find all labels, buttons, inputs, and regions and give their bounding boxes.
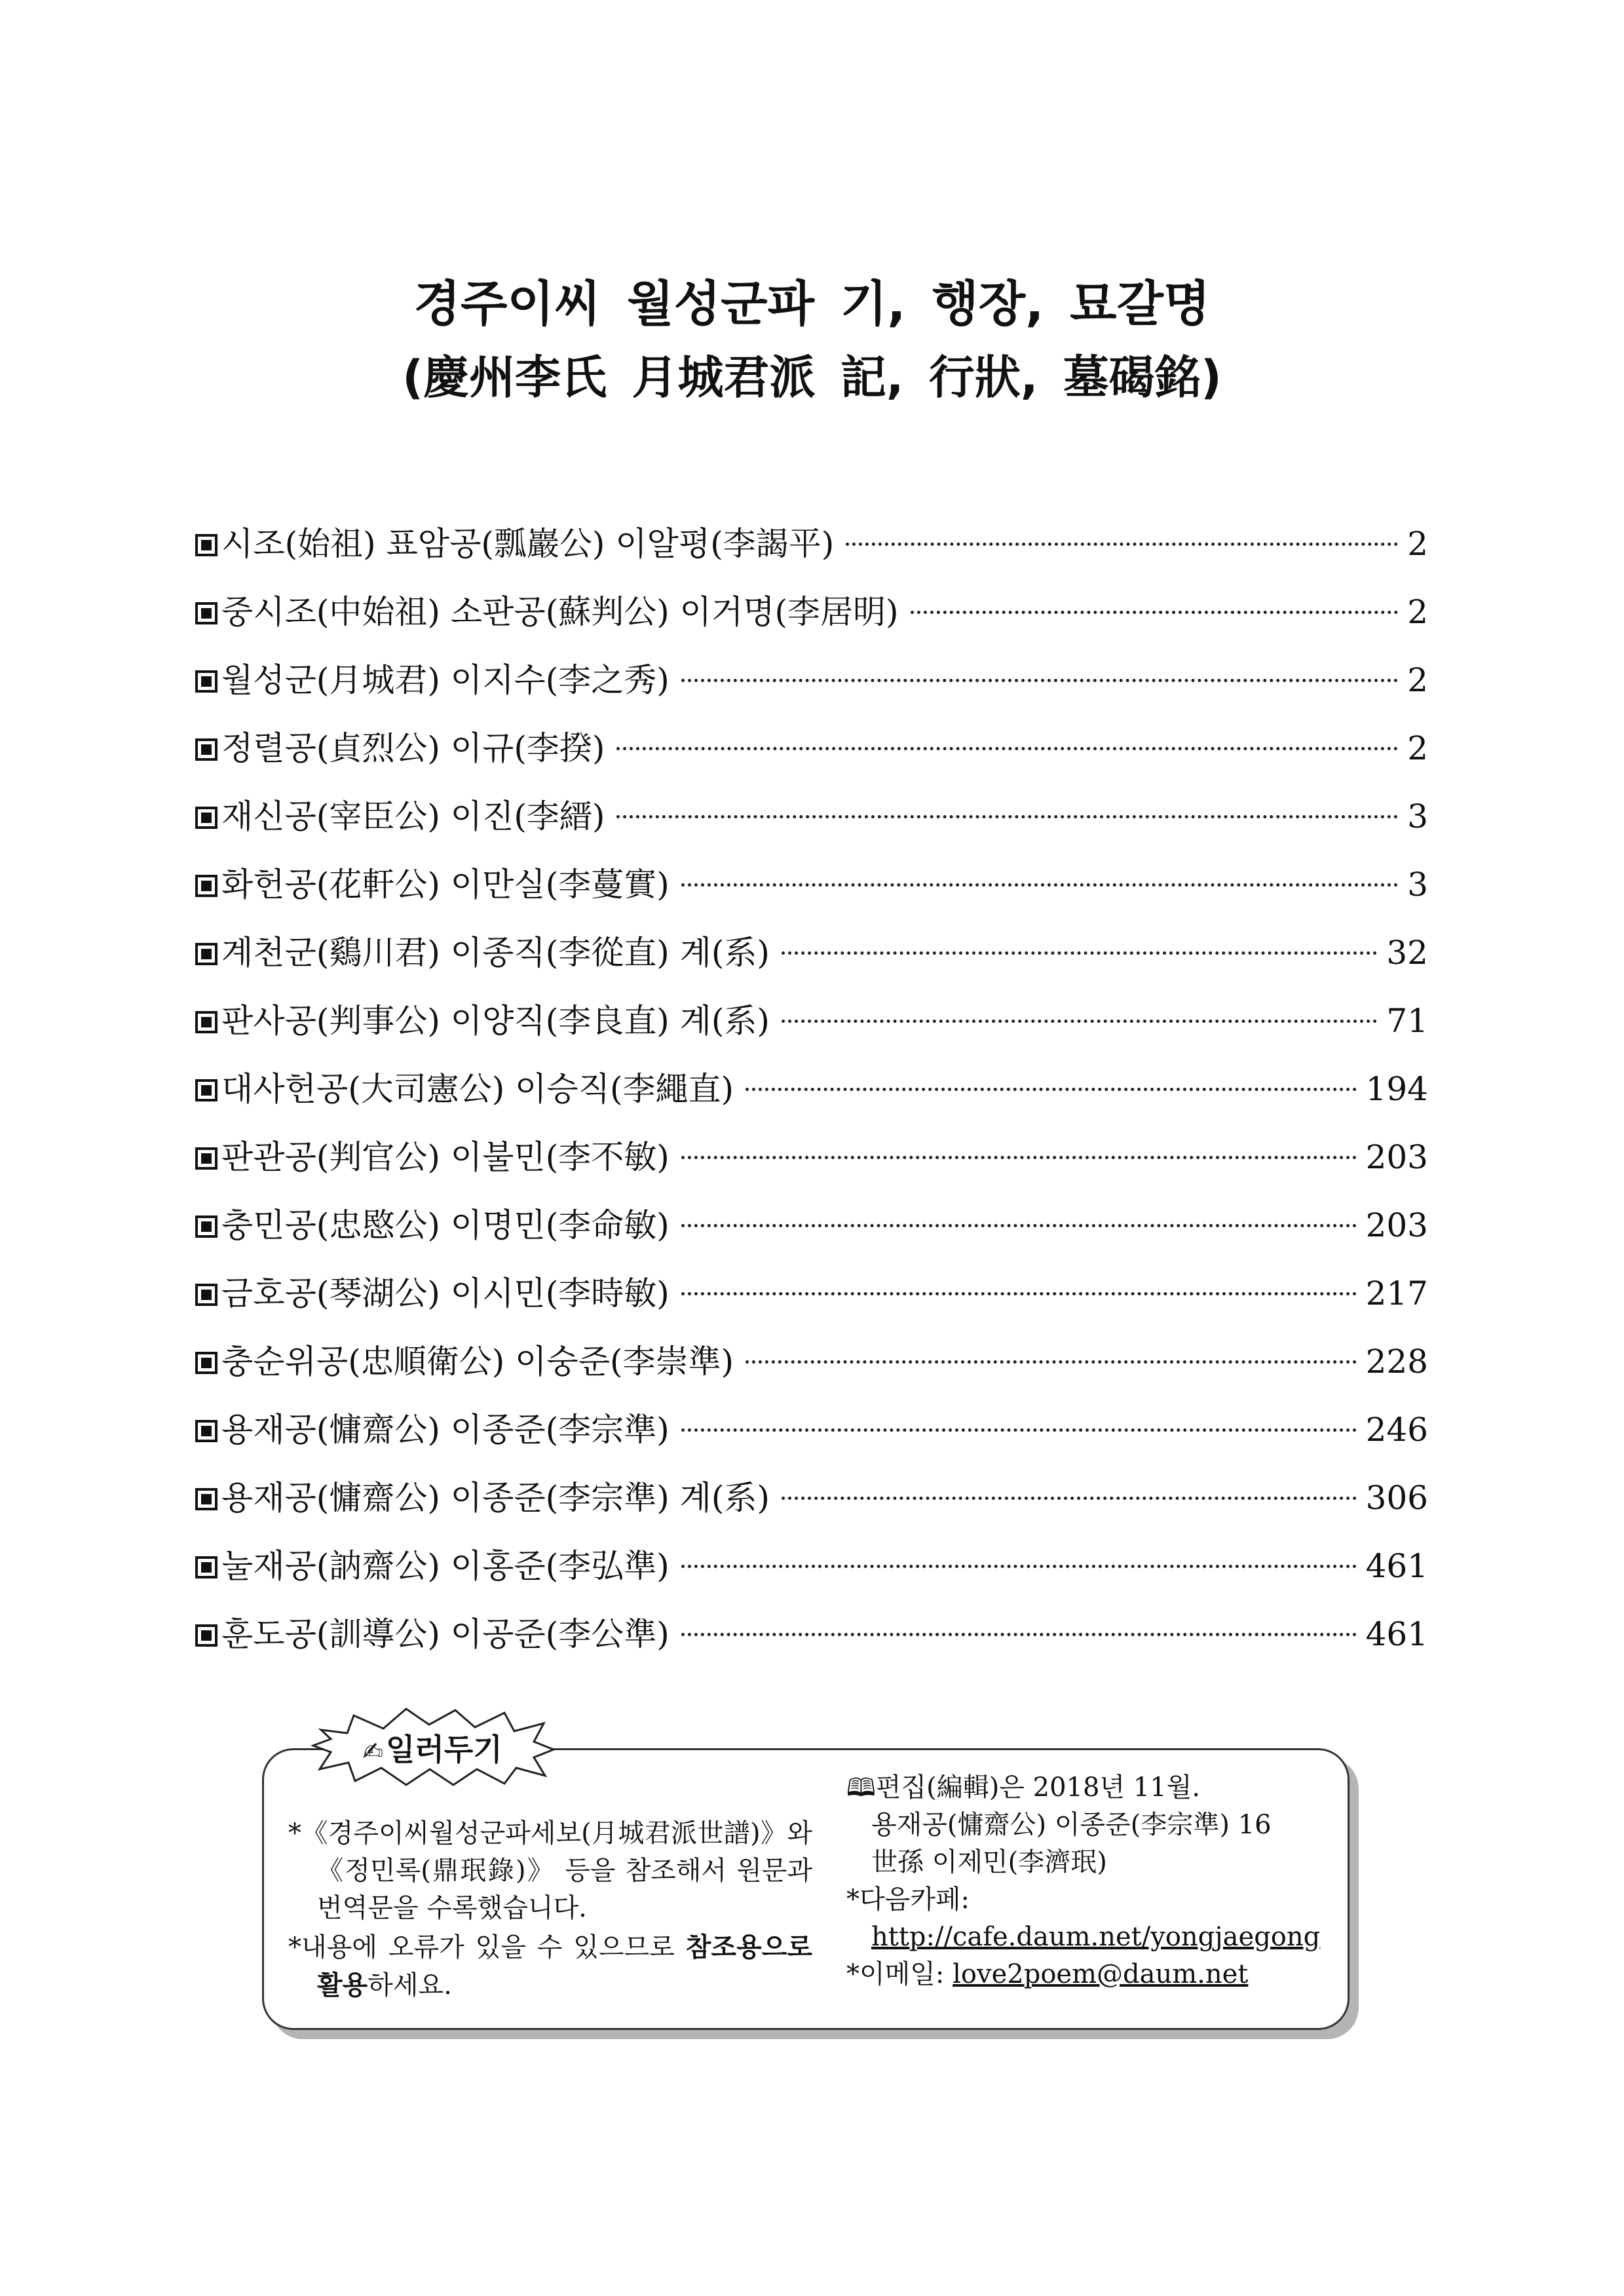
toc-entry-label: 판사공(判事公) 이양직(李良直) 계(系) bbox=[221, 1002, 770, 1040]
email-line: *이메일: love2poem@daum.net bbox=[846, 1959, 1249, 1989]
toc-entry-label: 판관공(判官公) 이불민(李不敏) bbox=[221, 1138, 670, 1176]
square-bullet-icon bbox=[195, 807, 217, 829]
email-link[interactable]: love2poem@daum.net bbox=[953, 1959, 1249, 1989]
document-subtitle-hanja: (慶州李氏 月城君派 記, 行狀, 墓碣銘) bbox=[402, 351, 1222, 404]
dot-leader bbox=[782, 1497, 1357, 1500]
toc-entry[interactable] bbox=[195, 858, 1428, 927]
toc-entry-label: 대사헌공(大司憲公) 이승직(李繩直) bbox=[221, 1070, 734, 1108]
square-bullet-icon bbox=[195, 1352, 217, 1374]
toc-entry[interactable] bbox=[195, 927, 1428, 995]
toc-entry-label: 재신공(宰臣公) 이진(李縉) bbox=[221, 797, 605, 835]
cafe-label: *다음카페: bbox=[846, 1885, 970, 1915]
cafe-link[interactable]: http://cafe.daum.net/yongjaegong bbox=[871, 1922, 1321, 1952]
toc-entry[interactable] bbox=[195, 790, 1428, 858]
dot-leader bbox=[911, 611, 1399, 614]
dot-leader bbox=[681, 1428, 1357, 1432]
notes-left-column bbox=[288, 1815, 812, 2004]
dot-leader bbox=[681, 679, 1398, 682]
dot-leader bbox=[681, 1565, 1357, 1568]
toc-entry[interactable] bbox=[195, 654, 1428, 722]
dot-leader bbox=[681, 1224, 1357, 1227]
toc-page-number: 194 bbox=[1365, 1070, 1428, 1108]
square-bullet-icon bbox=[195, 1624, 217, 1647]
toc-entry[interactable] bbox=[195, 1063, 1428, 1131]
toc-entry[interactable] bbox=[195, 1199, 1428, 1267]
toc-page-number: 2 bbox=[1407, 593, 1428, 631]
square-bullet-icon bbox=[195, 1420, 217, 1442]
dot-leader bbox=[746, 1360, 1357, 1364]
toc-page-number: 217 bbox=[1365, 1274, 1428, 1312]
toc-entry[interactable] bbox=[195, 1131, 1428, 1199]
toc-page-number: 2 bbox=[1407, 729, 1428, 767]
square-bullet-icon bbox=[195, 875, 217, 897]
toc-entry-label: 훈도공(訓導公) 이공준(李公準) bbox=[221, 1615, 670, 1653]
editor-line-2: 世孫 이제민(李濟珉) bbox=[871, 1847, 1107, 1877]
square-bullet-icon bbox=[195, 1079, 217, 1101]
toc-entry-label: 눌재공(訥齋公) 이홍준(李弘準) bbox=[221, 1547, 670, 1585]
toc-page-number: 461 bbox=[1365, 1615, 1428, 1653]
dot-leader bbox=[616, 747, 1398, 750]
toc-entry-label: 용재공(慵齋公) 이종준(李宗準) 계(系) bbox=[221, 1479, 770, 1517]
toc-entry[interactable] bbox=[195, 1540, 1428, 1608]
notes-heading: ✍일러두기 bbox=[362, 1732, 502, 1767]
square-bullet-icon bbox=[195, 1215, 217, 1238]
toc-entry-label: 충민공(忠愍公) 이명민(李命敏) bbox=[221, 1206, 670, 1244]
dot-leader bbox=[782, 951, 1377, 955]
toc-page-number: 3 bbox=[1407, 797, 1428, 835]
document-title: 경주이씨 월성군파 기, 행장, 묘갈명 bbox=[413, 276, 1211, 332]
square-bullet-icon bbox=[195, 1488, 217, 1510]
dot-leader bbox=[746, 1088, 1357, 1091]
pen-icon: ✍ bbox=[362, 1737, 384, 1766]
notes-right-column bbox=[846, 1769, 1344, 1993]
toc-page-number: 32 bbox=[1386, 934, 1428, 972]
toc-page-number: 2 bbox=[1407, 661, 1428, 699]
square-bullet-icon bbox=[195, 602, 217, 624]
book-icon: 🕮 bbox=[846, 1773, 876, 1802]
square-bullet-icon bbox=[195, 534, 217, 556]
note-source: *《경주이씨월성군파세보(月城君派世譜)》와 《정민록(鼎珉錄)》 등을 참조해서 원문과 번역문을 수록했습니다. bbox=[288, 1818, 812, 1923]
dot-leader bbox=[681, 1156, 1357, 1159]
toc-entry[interactable] bbox=[195, 1608, 1428, 1676]
toc-page-number: 246 bbox=[1365, 1411, 1428, 1449]
toc-page-number: 71 bbox=[1386, 1002, 1428, 1040]
toc-entry-label: 시조(始祖) 표암공(瓢巖公) 이알평(李謁平) bbox=[221, 525, 835, 563]
toc-entry[interactable] bbox=[195, 722, 1428, 790]
toc-page-number: 461 bbox=[1365, 1547, 1428, 1585]
dot-leader bbox=[616, 815, 1398, 818]
dot-leader bbox=[681, 1292, 1357, 1295]
square-bullet-icon bbox=[195, 738, 217, 761]
square-bullet-icon bbox=[195, 1147, 217, 1170]
toc-entry-label: 충순위공(忠順衛公) 이숭준(李崇準) bbox=[221, 1343, 734, 1381]
toc-entry[interactable] bbox=[195, 995, 1428, 1063]
square-bullet-icon bbox=[195, 943, 217, 965]
toc-entry[interactable] bbox=[195, 518, 1428, 586]
toc-entry-label: 화헌공(花軒公) 이만실(李蔓實) bbox=[221, 866, 670, 904]
square-bullet-icon bbox=[195, 1556, 217, 1578]
editor-line-1: 용재공(慵齋公) 이종준(李宗準) 16 bbox=[871, 1810, 1272, 1840]
dot-leader bbox=[681, 1633, 1357, 1636]
toc-entry-label: 중시조(中始祖) 소판공(蘇判公) 이거명(李居明) bbox=[221, 593, 899, 631]
toc-entry[interactable] bbox=[195, 586, 1428, 654]
toc-entry[interactable] bbox=[195, 1472, 1428, 1540]
toc-page-number: 203 bbox=[1365, 1206, 1428, 1244]
dot-leader bbox=[846, 543, 1398, 546]
toc-page-number: 3 bbox=[1407, 866, 1428, 904]
toc-page-number: 228 bbox=[1365, 1343, 1428, 1381]
table-of-contents bbox=[195, 518, 1428, 1676]
toc-entry[interactable] bbox=[195, 1404, 1428, 1472]
toc-entry-label: 계천군(鷄川君) 이종직(李從直) 계(系) bbox=[221, 934, 770, 972]
dot-leader bbox=[681, 883, 1398, 887]
toc-entry[interactable] bbox=[195, 1335, 1428, 1404]
toc-entry-label: 월성군(月城君) 이지수(李之秀) bbox=[221, 661, 670, 699]
toc-entry-label: 정렬공(貞烈公) 이규(李揆) bbox=[221, 729, 605, 767]
square-bullet-icon bbox=[195, 1284, 217, 1306]
toc-page-number: 306 bbox=[1365, 1479, 1428, 1517]
dot-leader bbox=[782, 1020, 1377, 1023]
toc-page-number: 2 bbox=[1407, 525, 1428, 563]
toc-entry-label: 용재공(慵齋公) 이종준(李宗準) bbox=[221, 1411, 670, 1449]
square-bullet-icon bbox=[195, 670, 217, 693]
note-warning: *내용에 오류가 있을 수 있으므로 참조용으로 활용하세요. bbox=[288, 1932, 812, 2000]
edit-date: 🕮편집(編輯)은 2018년 11월. bbox=[846, 1772, 1201, 1803]
toc-entry-label: 금호공(琴湖公) 이시민(李時敏) bbox=[221, 1274, 670, 1312]
square-bullet-icon bbox=[195, 1011, 217, 1033]
toc-page-number: 203 bbox=[1365, 1138, 1428, 1176]
toc-entry[interactable] bbox=[195, 1267, 1428, 1335]
